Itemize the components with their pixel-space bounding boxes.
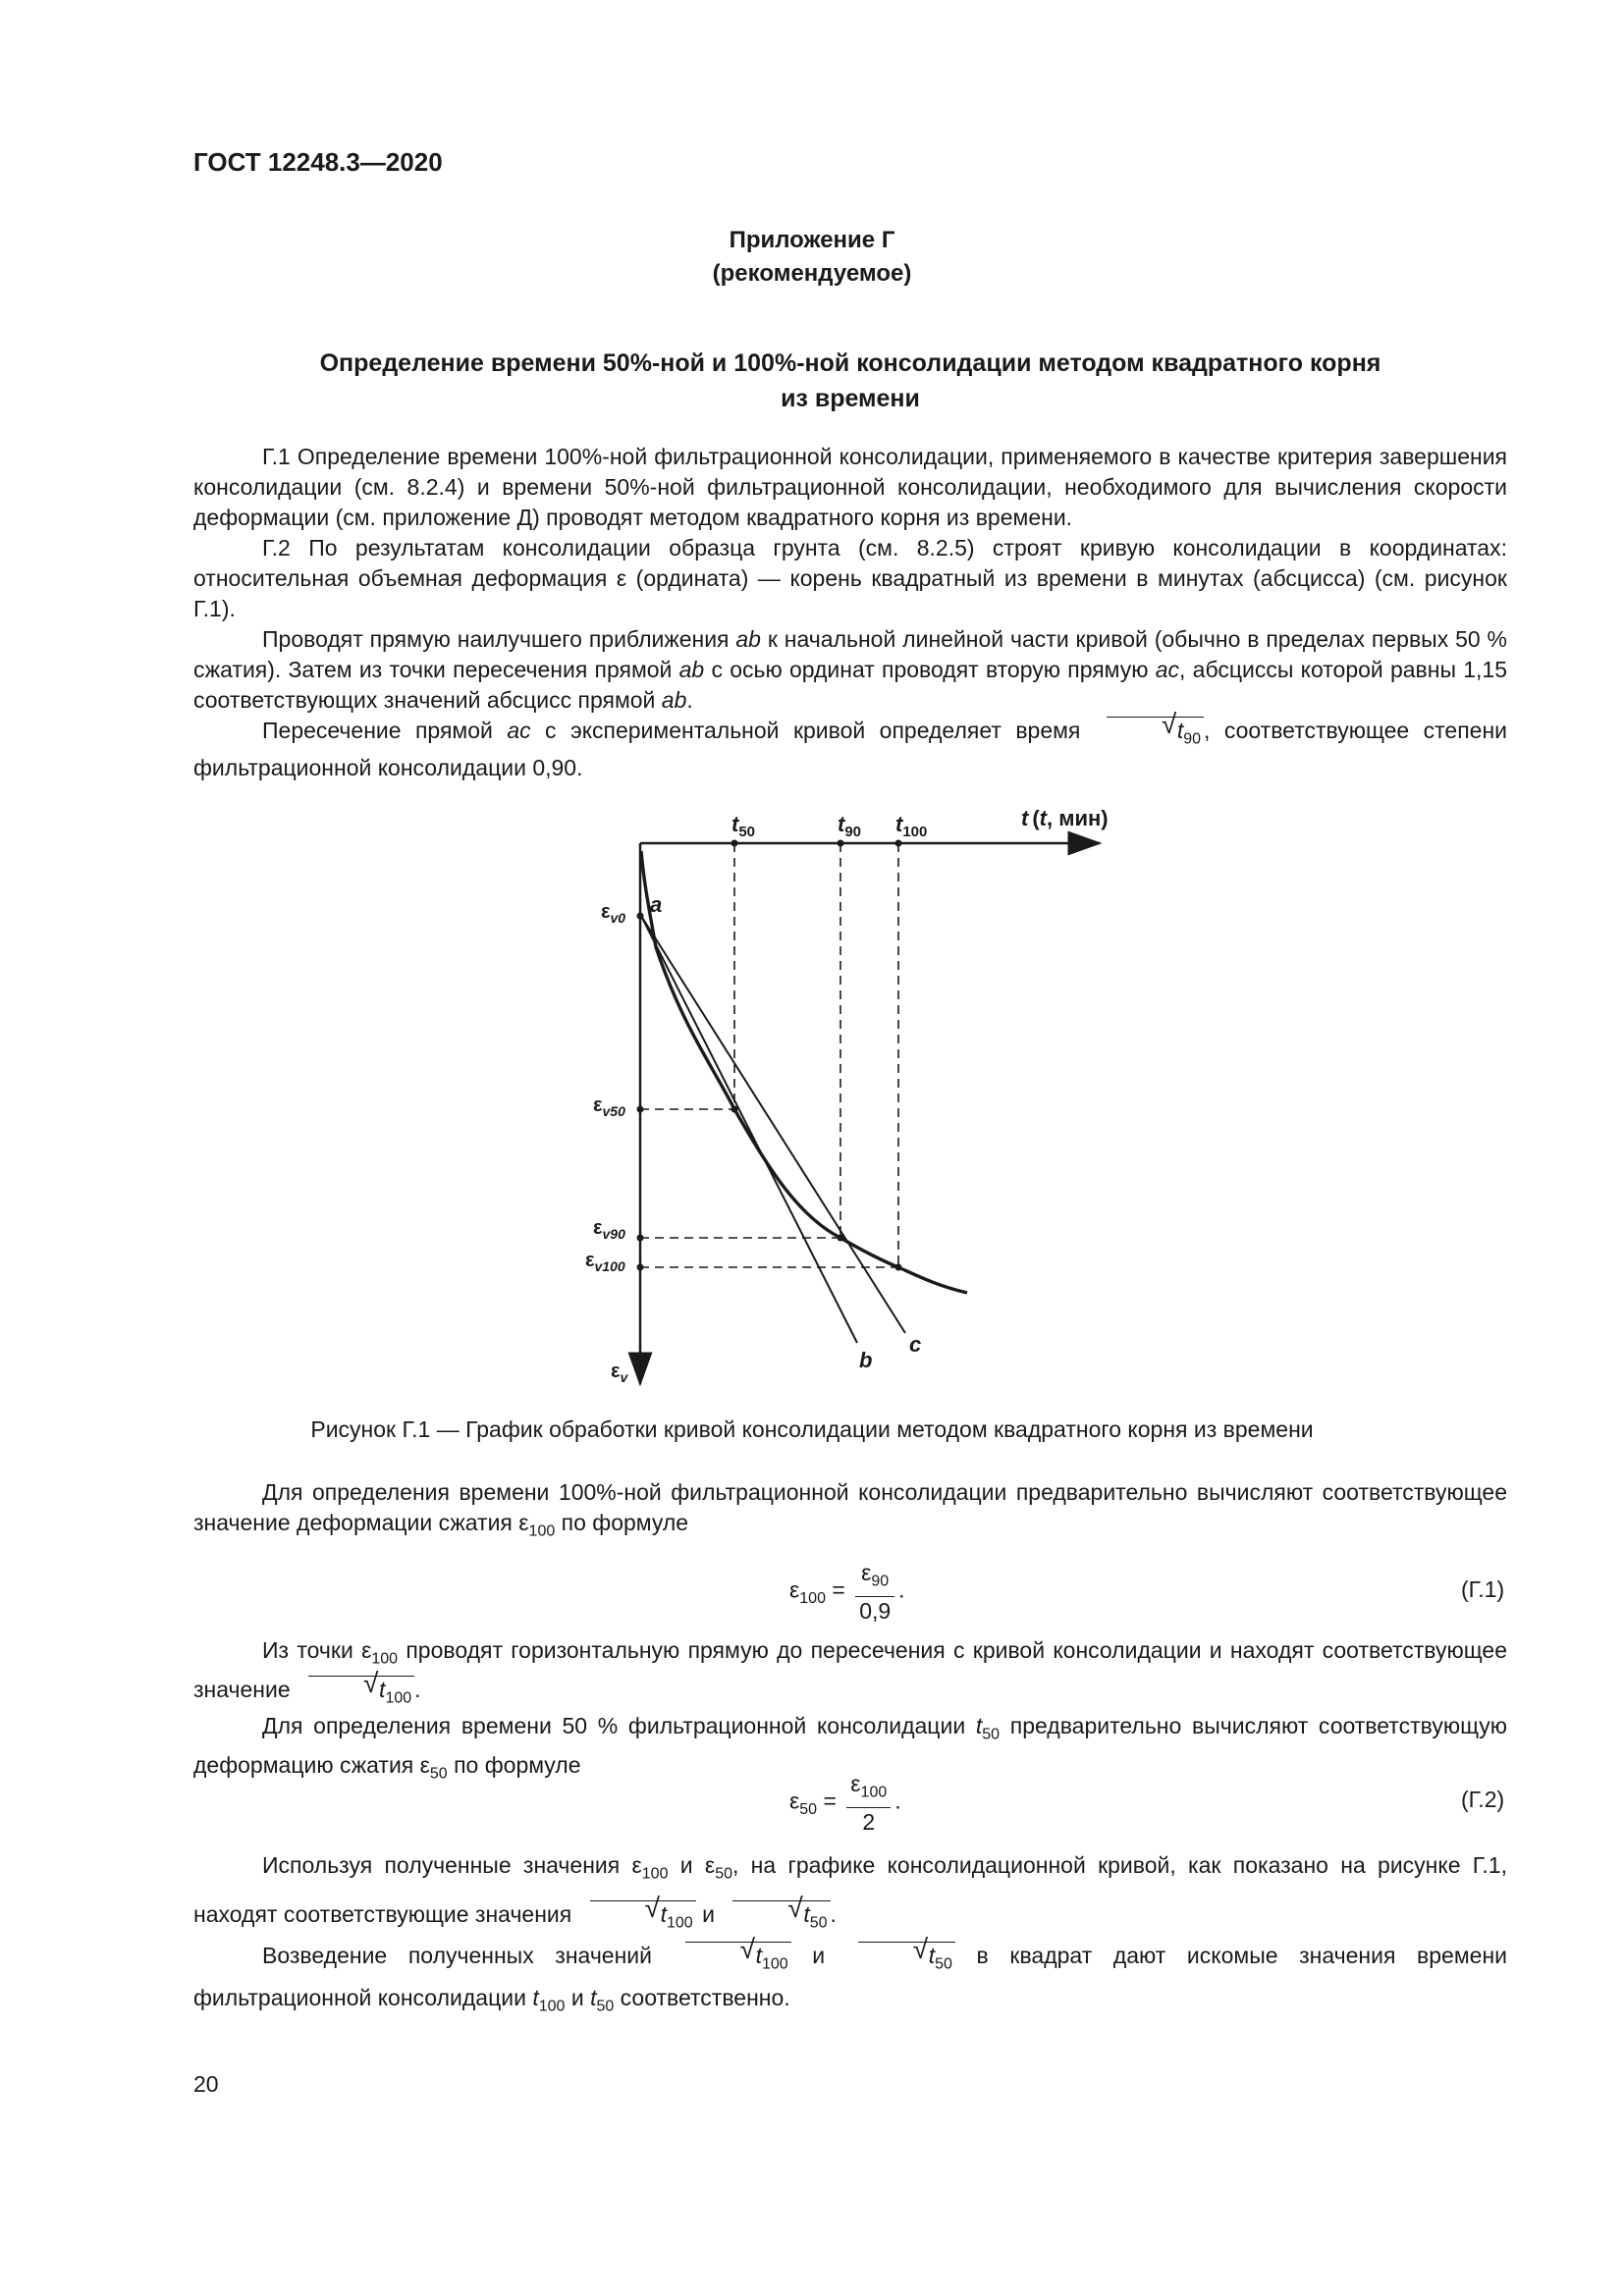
figure-caption: Рисунок Г.1 — График обработки кривой консолидации методом квадратного корня из времени — [310, 1416, 1314, 1442]
paragraph-t50-intro: Для определения времени 50 % фильтрационной консолидации $t_{50}$ предварительно вычисляют соответствующую деформацию сжатия $\varepsilon_{50}$ по формуле — [193, 1713, 1507, 1783]
label-ev0: $\varepsilon_{v0}$ — [601, 901, 626, 926]
label-t100: $t_{100}$ — [895, 812, 928, 840]
section-title — [193, 346, 1507, 416]
line-ac — [641, 916, 905, 1333]
label-t50: $t_{50}$ — [731, 812, 756, 840]
formula-g1: $\varepsilon_{100}$ = $\frac{\varepsilon_{90}}{0,9}$ . — [789, 1560, 905, 1624]
text-block-1 — [193, 442, 1507, 783]
line-ab — [641, 916, 857, 1343]
label-t-axis: t (t, мин) — [1021, 806, 1109, 830]
label-point-a: a — [650, 892, 663, 917]
annex-title: Приложение Г — [729, 227, 895, 253]
section-title-line2: из времени — [781, 385, 920, 412]
sqrt-t100-c: √ $t_{100}$ — [685, 1942, 791, 1978]
formula-g2-number: (Г.2) — [1461, 1787, 1505, 1812]
label-ev100: $\varepsilon_{v100}$ — [585, 1250, 625, 1274]
label-point-b: b — [859, 1348, 873, 1372]
label-eps-axis: $\varepsilon_v$ — [611, 1361, 628, 1385]
sqrt-t50: √ $t_{50}$ — [732, 1900, 830, 1937]
formula-g1-number: (Г.1) — [1461, 1576, 1505, 1602]
paragraph-ab-line: Проводят прямую наилучшего приближения ab к начальной линейной части кривой (обычно в пределах первых 50 % сжатия). Затем из точки пересечения прямой ab с осью ординат проводят вторую прямую ac, абсциссы которой равны 1,15 соответствующих значений абсцисс прямой ab. — [193, 626, 1508, 713]
paragraph-ac-intersection: Пересечение прямой ac с экспериментальной кривой определяет время √ $t_{90}$ , соответствующее степени фильтрационной консолидации 0,90. — [193, 716, 1507, 783]
paragraph-g2: Г.2 По результатам консолидации образца грунта (см. 8.2.5) строят кривую консолидации в координатах: относительная объемная деформация ε (ордината) — корень квадратный из времени в минутах (абсцисса) (см. рисунок Г.1). — [193, 535, 1507, 621]
section-title-line1: Определение времени 50%-ной и 100%-ной консолидации методом квадратного корня — [319, 349, 1381, 377]
annex-subtitle: (рекомендуемое) — [712, 260, 912, 287]
consolidation-figure — [550, 790, 1159, 1399]
paragraph-eps100-line: Из точки $\varepsilon_{100}$ проводят горизонтальную прямую до пересечения с кривой консолидации и находят соответствующее значение √ $t_{100}$ . — [193, 1635, 1507, 1711]
label-ev50: $\varepsilon_{v50}$ — [593, 1095, 625, 1119]
paragraph-eps100-intro: Для определения времени 100%-ной фильтрационной консолидации предварительно вычисляют соответствующее значение деформации сжатия $\varepsilon_{100}$ по формуле — [193, 1479, 1507, 1540]
page-number: 20 — [193, 2071, 219, 2097]
sqrt-t90: √ $t_{90}$ — [1107, 717, 1204, 753]
text-block-4 — [193, 1845, 1507, 2026]
label-t90: $t_{90}$ — [838, 812, 862, 840]
label-point-c: c — [909, 1332, 922, 1357]
label-ev90: $\varepsilon_{v90}$ — [593, 1217, 625, 1242]
text-block-3 — [193, 1635, 1507, 1789]
paragraph-find-values: Используя полученные значения $\varepsilon_{100}$ и $\varepsilon_{50}$, на графике консолидационной кривой, как показано на рисунке Г.1, находят соответствующие значения √ $t_{100}$ и √ $t_{50}$ . — [193, 1845, 1507, 1936]
symbol-ac: ac — [1155, 657, 1180, 682]
paragraph-g1: Г.1 Определение времени 100%-ной фильтрационной консолидации, применяемого в качестве критерия завершения консолидации (см. 8.2.4) и времени 50%-ной фильтрационной консолидации, необходимого для вычисления скорости деформации (см. приложение Д) проводят методом квадратного корня из времени. — [193, 444, 1507, 530]
document-code: ГОСТ 12248.3—2020 — [193, 147, 443, 177]
text-block-2 — [193, 1477, 1507, 1547]
symbol-ab: ab — [735, 626, 761, 652]
consolidation-curve — [641, 851, 967, 1293]
sqrt-t50-b: √ $t_{50}$ — [858, 1942, 955, 1978]
sqrt-t100: √ $t_{100}$ — [308, 1676, 414, 1712]
sqrt-t100-b: √ $t_{100}$ — [590, 1900, 696, 1937]
paragraph-squaring: Возведение полученных значений √ $t_{100}$ и √ $t_{50}$ в квадрат дают искомые значения времени фильтрационной консолидации $t_{100}$ и $t_{50}$ соответственно. — [193, 1936, 1507, 2026]
formula-g2: $\varepsilon_{50}$ = $\frac{\varepsilon_{100}}{2}$ . — [789, 1771, 901, 1835]
